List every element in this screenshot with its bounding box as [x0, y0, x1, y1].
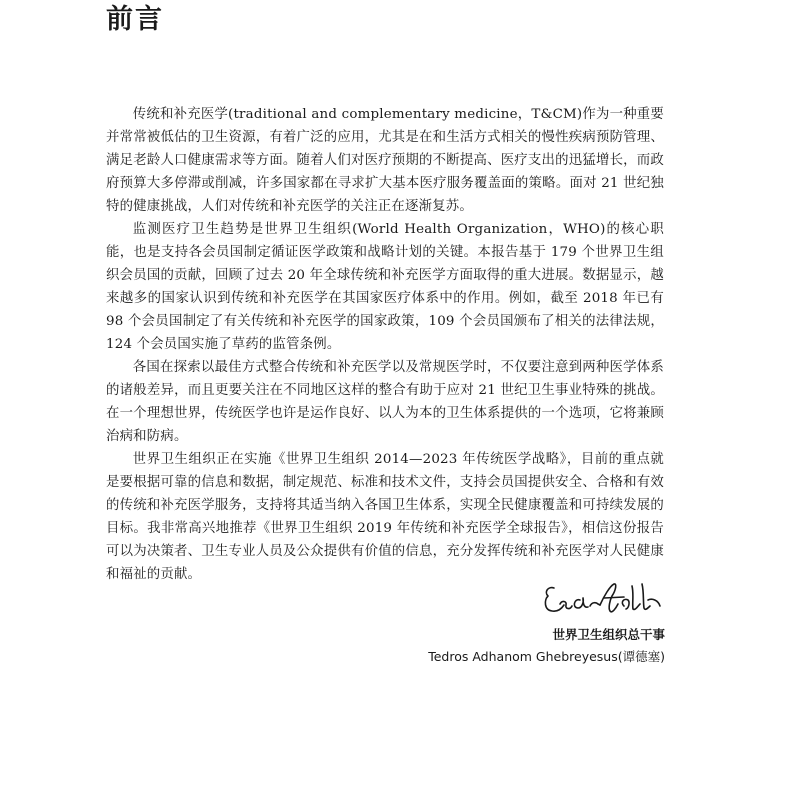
- signatory-title: 世界卫生组织总干事: [552, 627, 665, 642]
- preface-body: [106, 103, 664, 586]
- paragraph-3: 各国在探索以最佳方式整合传统和补充医学以及常规医学时，不仅要注意到两种医学体系的诸般差异，而且更要关注在不同地区这样的整合有助于应对 21 世纪卫生事业特殊的挑战。在一个理想世界，传统医学也许是运作良好、以人为本的卫生体系提供的一个选项，它将兼顾治病和防病。: [106, 360, 664, 444]
- handwritten-signature: [540, 578, 668, 622]
- paragraph-1: 传统和补充医学(traditional and complementary medicine，T&CM)作为一种重要并常常被低估的卫生资源，有着广泛的应用，尤其是在和生活方式相关的慢性疾病预防管理、满足老龄人口健康需求等方面。随着人们对医疗预期的不断提高、医疗支出的迅猛增长，而政府预算大多停滞或削减，许多国家都在寻求扩大基本医疗服务覆盖面的策略。面对 21 世纪独特的健康挑战，人们对传统和补充医学的关注正在逐渐复苏。: [106, 107, 664, 214]
- signatory-name: Tedros Adhanom Ghebreyesus(谭德塞): [428, 649, 665, 664]
- page-title: 前言: [106, 4, 164, 35]
- paragraph-2: 监测医疗卫生趋势是世界卫生组织(World Health Organization，WHO)的核心职能，也是支持各会员国制定循证医学政策和战略计划的关键。本报告基于 179 个世界卫生组织会员国的贡献，回顾了过去 20 年全球传统和补充医学方面取得的重大进展。数据显示，越来越多的国家认识到传统和补充医学在其国家医疗体系中的作用。例如，截至 2018 年已有 98 个会员国制定了有关传统和补充医学的国家政策，109 个会员国颁布了相关的法律法规，124 个会员国实施了草药的监管条例。: [106, 222, 664, 352]
- paragraph-4: 世界卫生组织正在实施《世界卫生组织 2014—2023 年传统医学战略》，目前的重点就是要根据可靠的信息和数据，制定规范、标准和技术文件，支持会员国提供安全、合格和有效的传统和补充医学服务，支持将其适当纳入各国卫生体系，实现全民健康覆盖和可持续发展的目标。我非常高兴地推荐《世界卫生组织 2019 年传统和补充医学全球报告》，相信这份报告可以为决策者、卫生专业人员及公众提供有价值的信息，充分发挥传统和补充医学对人民健康和福祉的贡献。: [106, 452, 664, 582]
